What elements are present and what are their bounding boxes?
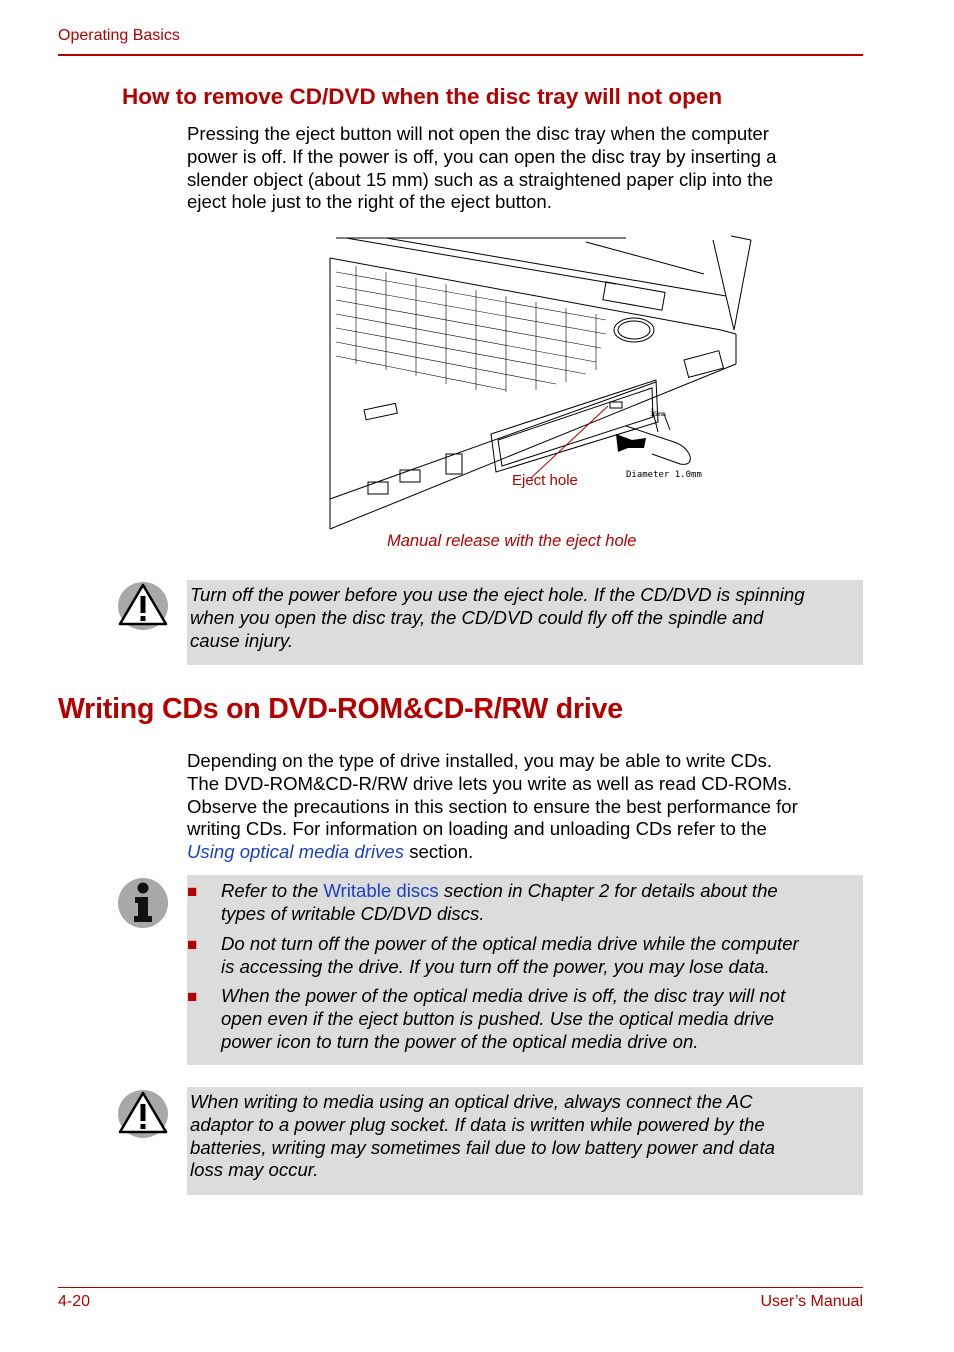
text-fragment: Refer to the [221, 880, 324, 901]
text-line: power is off. If the power is off, you can open the disc tray by inserting a [187, 145, 777, 167]
text-fragment: section in Chapter 2 for details about the [438, 880, 778, 901]
note-box [187, 875, 863, 1065]
footer-rule [58, 1287, 863, 1288]
text-fragment: section. [404, 841, 474, 863]
eject-hole-label: Eject hole [512, 472, 578, 489]
intro-paragraph [187, 123, 863, 214]
caution-text [190, 1091, 775, 1182]
bullet-square-icon: ■ [187, 882, 198, 901]
text-line: when you open the disc tray, the CD/DVD could fly off the spindle and [190, 606, 764, 628]
note-item-text [221, 933, 799, 979]
text-line: slender object (about 15 mm) such as a straightened paper clip into the [187, 168, 774, 190]
text-line [221, 880, 778, 903]
text-line: Turn off the power before you use the eject hole. If the CD/DVD is spinning [190, 584, 805, 605]
caution-box [187, 1087, 863, 1195]
text-line: Do not turn off the power of the optical media drive while the computer [221, 933, 799, 954]
text-line: adaptor to a power plug socket. If data is written while powered by the [190, 1113, 765, 1135]
caution-icon [116, 580, 170, 632]
manual-title: User’s Manual [760, 1293, 863, 1310]
text-line: Depending on the type of drive installed, you may be able to write CDs. [187, 750, 772, 771]
text-line: is accessing the drive. If you turn off the power, you may lose data. [221, 955, 770, 977]
length-label: 15mm [650, 410, 666, 418]
bullet-square-icon: ■ [187, 987, 198, 1006]
page-number: 4-20 [58, 1293, 91, 1310]
info-icon [116, 876, 170, 930]
running-header: Operating Basics [58, 27, 180, 44]
text-line: When the power of the optical media drive is off, the disc tray will not [221, 985, 786, 1006]
text-line: loss may occur. [190, 1159, 319, 1181]
note-item-text [221, 880, 778, 926]
text-line: power icon to turn the power of the optical media drive on. [221, 1030, 699, 1052]
text-line: The DVD-ROM&CD-R/RW drive lets you write as well as read CD-ROMs. [187, 772, 793, 794]
diameter-label: Diameter 1.0mm [626, 470, 702, 480]
figure-caption: Manual release with the eject hole [387, 532, 637, 550]
note-item-text [221, 985, 785, 1053]
text-line: cause injury. [190, 629, 294, 651]
text-line: batteries, writing may sometimes fail due to low battery power and data [190, 1136, 775, 1158]
using-optical-media-drives-link[interactable]: Using optical media drives [187, 841, 405, 863]
text-line: When writing to media using an optical drive, always connect the AC [190, 1091, 753, 1112]
text-line: types of writable CD/DVD discs. [221, 902, 485, 924]
caution-text [190, 584, 805, 652]
header-rule [58, 54, 863, 56]
text-line: Pressing the eject button will not open the disc tray when the computer [187, 123, 769, 144]
text-line: open even if the eject button is pushed. Use the optical media drive [221, 1007, 774, 1029]
section-heading-writing-cds: Writing CDs on DVD-ROM&CD-R/RW drive [58, 693, 623, 725]
section-heading-remove-disc: How to remove CD/DVD when the disc tray will not open [122, 84, 723, 109]
bullet-square-icon: ■ [187, 935, 198, 954]
text-line: Observe the precautions in this section to ensure the best performance for [187, 795, 798, 817]
text-line: eject hole just to the right of the eject button. [187, 191, 552, 213]
caution-icon [116, 1088, 170, 1140]
text-line [187, 841, 863, 864]
writing-paragraph [187, 750, 863, 864]
writable-discs-link[interactable]: Writable discs [323, 880, 439, 901]
text-line: writing CDs. For information on loading and unloading CDs refer to the [187, 818, 767, 840]
caution-box [187, 580, 863, 665]
